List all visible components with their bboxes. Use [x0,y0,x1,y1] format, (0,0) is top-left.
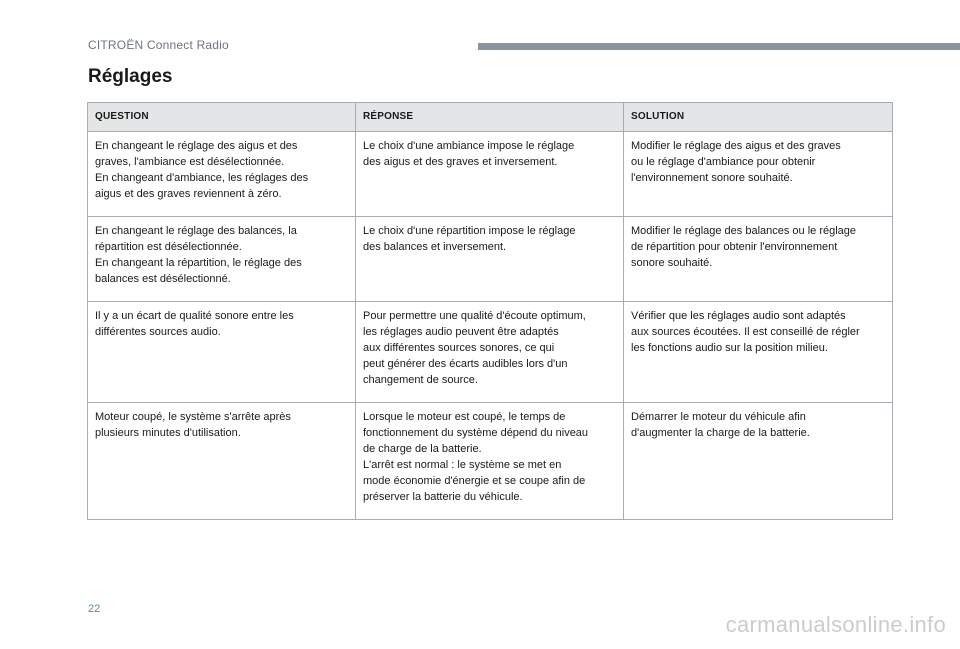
cell-reponse [356,217,624,302]
cell-text: En changeant le réglage des aigus et des graves, l'ambiance est désélectionnée. En changeant d'ambiance, les réglages des aigus et des graves reviennent à zéro. [95,140,309,200]
cell-question [88,217,356,302]
cell-solution [624,302,893,403]
cell-text: Pour permettre une qualité d'écoute optimum, les réglages audio peuvent être adaptés aux différentes sources sonores, ce qui peut générer des écarts audibles lors d'un changement de source. [363,310,586,386]
cell-text: En changeant le réglage des balances, la répartition est désélectionnée. En changeant la répartition, le réglage des balances est désélectionné. [95,225,302,285]
cell-text: Modifier le réglage des aigus et des graves ou le réglage d'ambiance pour obtenir l'environnement sonore souhaité. [631,140,841,184]
cell-text: Vérifier que les réglages audio sont adaptés aux sources écoutées. Il est conseillé de régler les fonctions audio sur la position milieu. [631,310,860,354]
cell-solution [624,403,893,520]
cell-reponse [356,403,624,520]
header-brand: CITROËN Connect Radio [88,38,229,52]
header-bar [478,43,960,50]
table-row [88,132,893,217]
cell-text: Le choix d'une répartition impose le réglage des balances et inversement. [363,225,576,253]
cell-solution [624,217,893,302]
table-header-row [88,103,893,132]
faq-table [87,102,893,520]
cell-text: Moteur coupé, le système s'arrête après plusieurs minutes d'utilisation. [95,411,291,439]
cell-text: Le choix d'une ambiance impose le réglage des aigus et des graves et inversement. [363,140,575,168]
watermark: carmanualsonline.info [725,612,946,637]
table-row [88,403,893,520]
cell-question [88,403,356,520]
cell-reponse [356,302,624,403]
cell-text: Il y a un écart de qualité sonore entre les différentes sources audio. [95,310,294,338]
cell-reponse [356,132,624,217]
table-body [88,132,893,520]
table-header [88,103,893,132]
cell-question [88,302,356,403]
table-row [88,217,893,302]
column-header-reponse: RÉPONSE [356,103,624,132]
cell-text: Lorsque le moteur est coupé, le temps de fonctionnement du système dépend du niveau de charge de la batterie. L'arrêt est normal : le système se met en mode économie d'énergie et se coupe afin de préserver la batterie du véhicule. [363,411,589,503]
cell-question [88,132,356,217]
cell-solution [624,132,893,217]
page-number: 22 [88,603,101,615]
cell-text: Démarrer le moteur du véhicule afin d'augmenter la charge de la batterie. [631,411,810,439]
table-row [88,302,893,403]
cell-text: Modifier le réglage des balances ou le réglage de répartition pour obtenir l'environnement sonore souhaité. [631,225,857,269]
column-header-question: QUESTION [88,103,356,132]
column-header-solution: SOLUTION [624,103,893,132]
page-title: Réglages [88,66,173,87]
